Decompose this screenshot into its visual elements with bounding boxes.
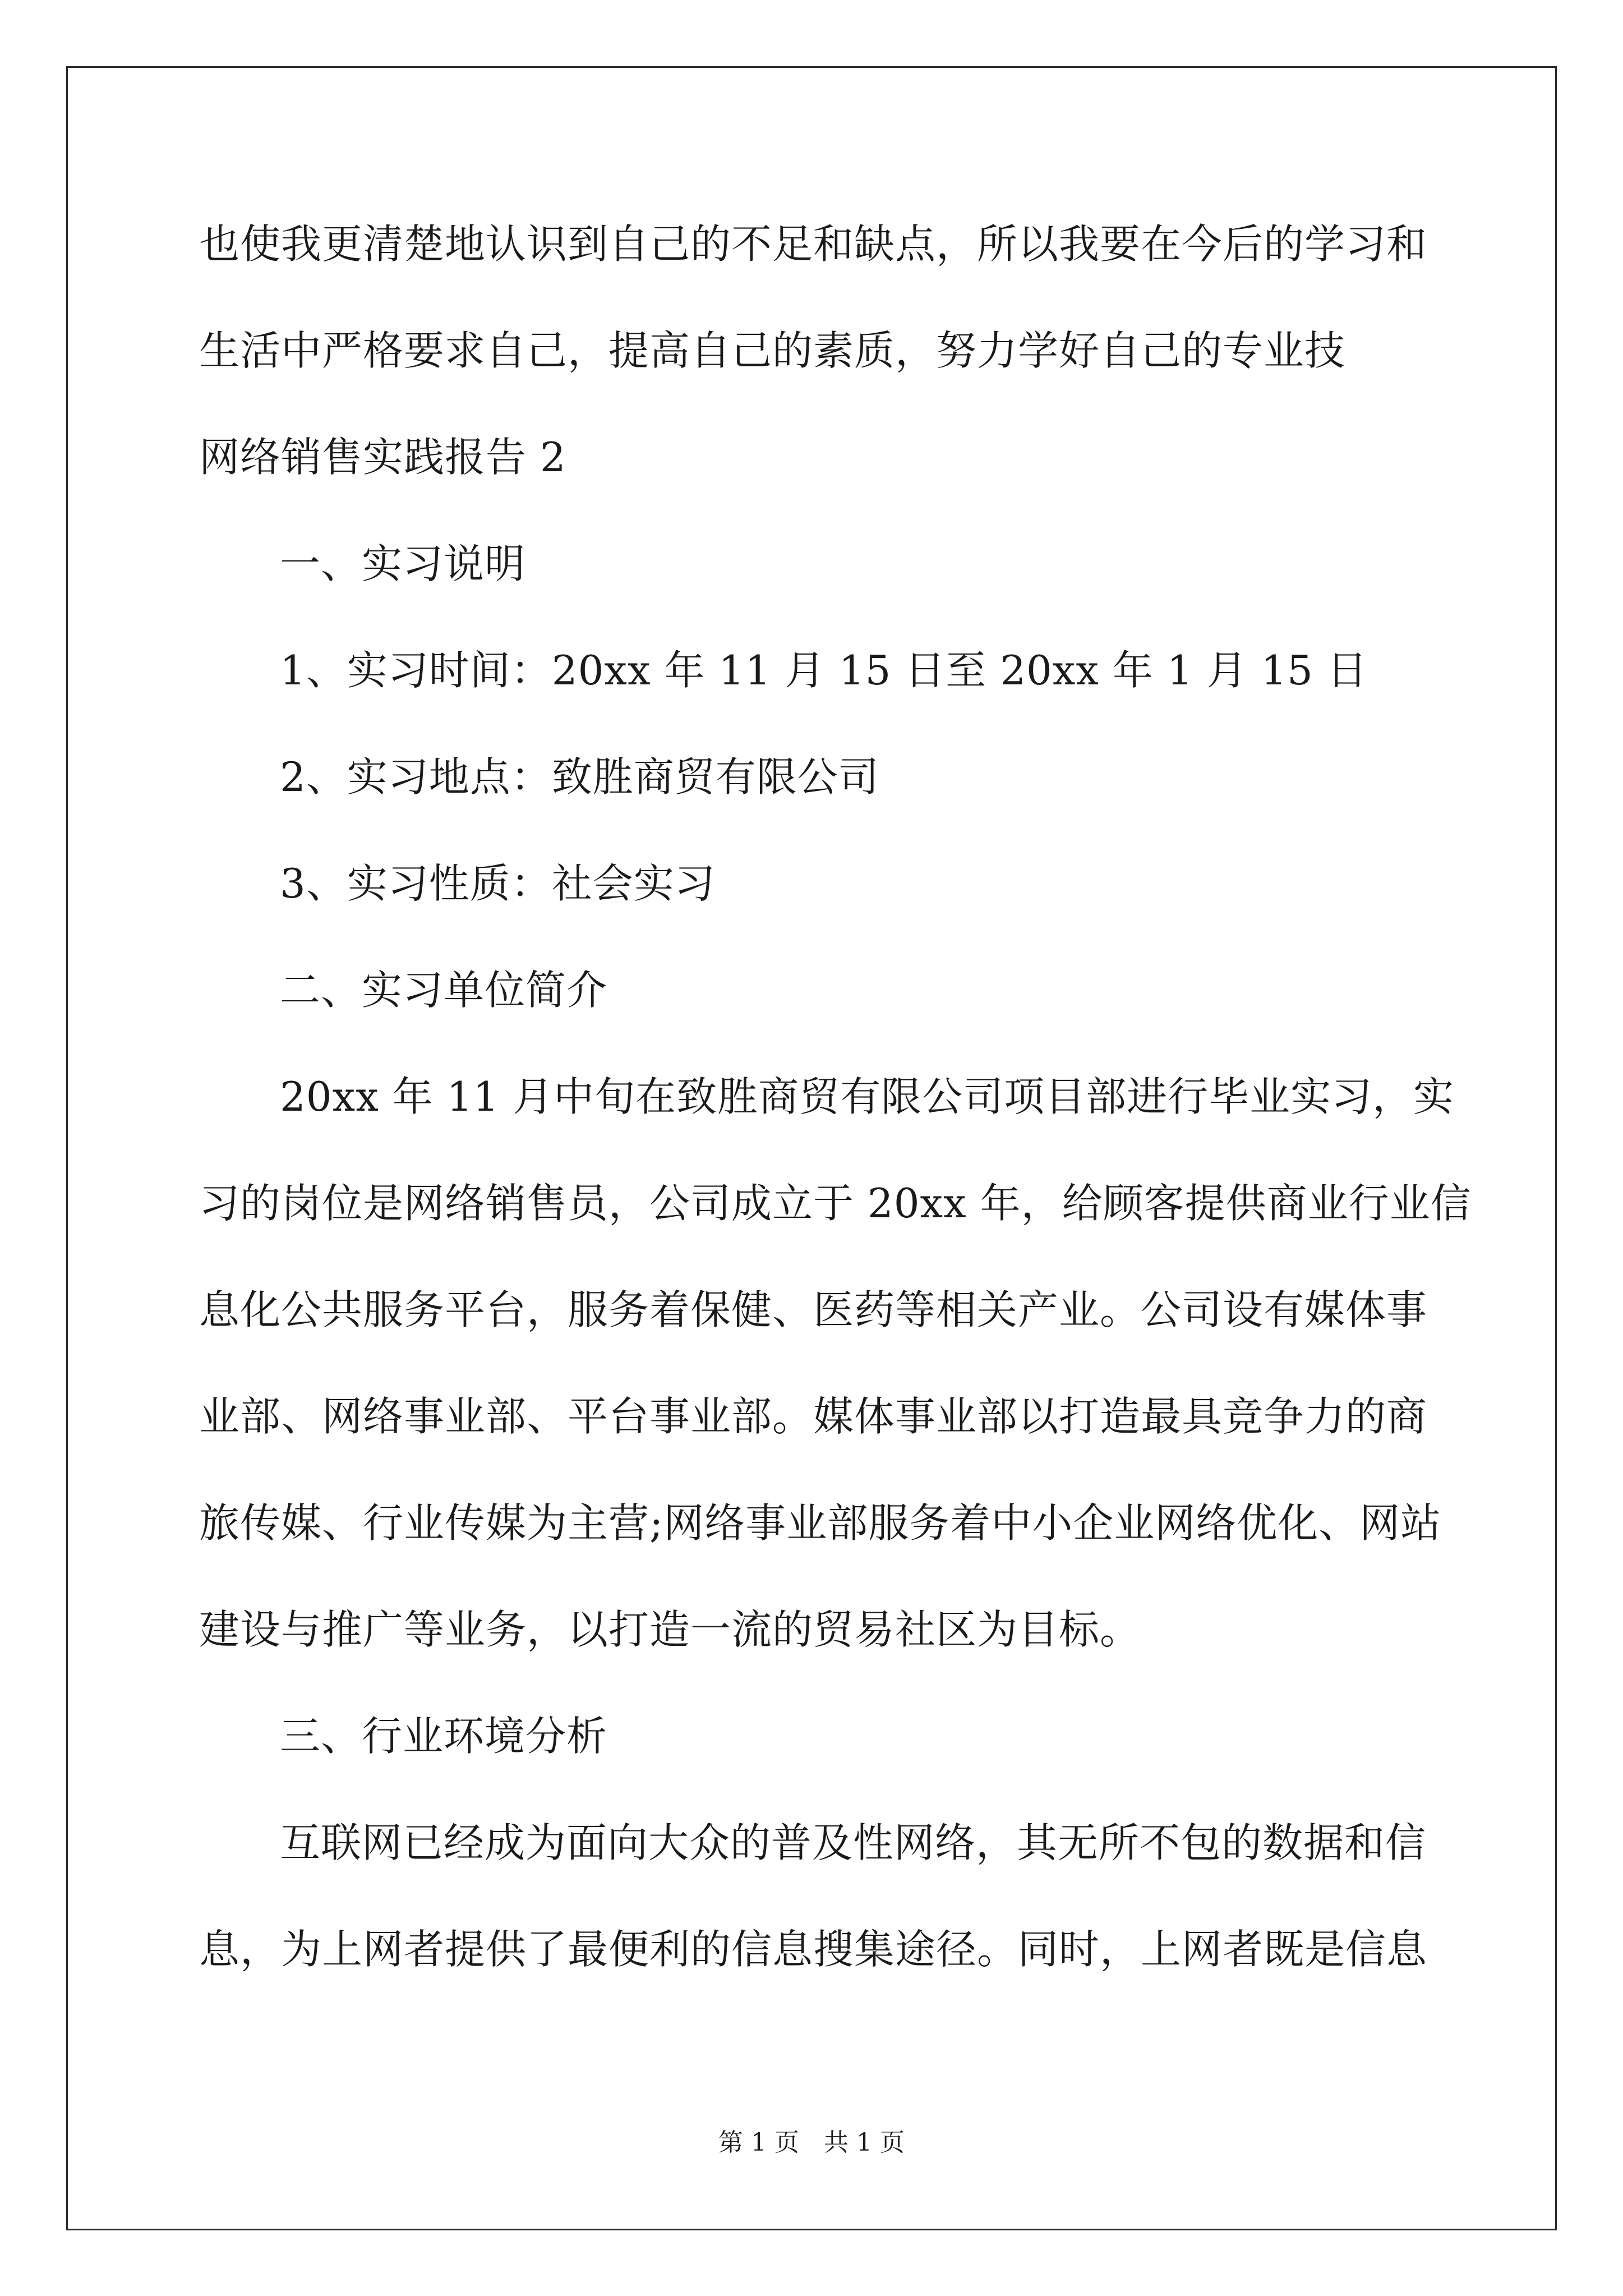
list-item: 2、实习地点：致胜商贸有限公司 <box>280 753 879 800</box>
paragraph-line: 习的岗位是网络销售员，公司成立于 20xx 年，给顾客提供商业行业信 <box>199 1180 1472 1227</box>
section-heading: 三、行业环境分析 <box>280 1713 608 1760</box>
list-item: 3、实习性质：社会实习 <box>280 860 716 907</box>
paragraph-line: 业部、网络事业部、平台事业部。媒体事业部以打造最具竞争力的商 <box>199 1393 1428 1440</box>
paragraph-line: 息，为上网者提供了最便利的信息搜集途径。同时，上网者既是信息 <box>199 1926 1428 1973</box>
paragraph-line: 也使我更清楚地认识到自己的不足和缺点，所以我要在今后的学习和 <box>199 220 1428 268</box>
paragraph-line: 互联网已经成为面向大众的普及性网络，其无所不包的数据和信 <box>280 1819 1427 1866</box>
list-item: 1、实习时间：20xx 年 11 月 15 日至 20xx 年 1 月 15 日 <box>280 647 1368 694</box>
section-heading: 一、实习说明 <box>280 540 526 587</box>
paragraph-line: 旅传媒、行业传媒为主营;网络事业部服务着中小企业网络优化、网站 <box>199 1499 1442 1547</box>
page-footer: 第 1 页 共 1 页 <box>718 2128 905 2157</box>
report-title: 网络销售实践报告 2 <box>199 434 566 481</box>
page-border <box>66 66 1557 2230</box>
paragraph-line: 息化公共服务平台，服务着保健、医药等相关产业。公司设有媒体事 <box>199 1286 1428 1333</box>
paragraph-line: 20xx 年 11 月中旬在致胜商贸有限公司项目部进行毕业实习，实 <box>280 1073 1455 1120</box>
paragraph-line: 建设与推广等业务，以打造一流的贸易社区为目标。 <box>199 1606 1141 1653</box>
section-heading: 二、实习单位简介 <box>280 967 608 1014</box>
paragraph-line: 生活中严格要求自己，提高自己的素质，努力学好自己的专业技 <box>199 327 1346 374</box>
